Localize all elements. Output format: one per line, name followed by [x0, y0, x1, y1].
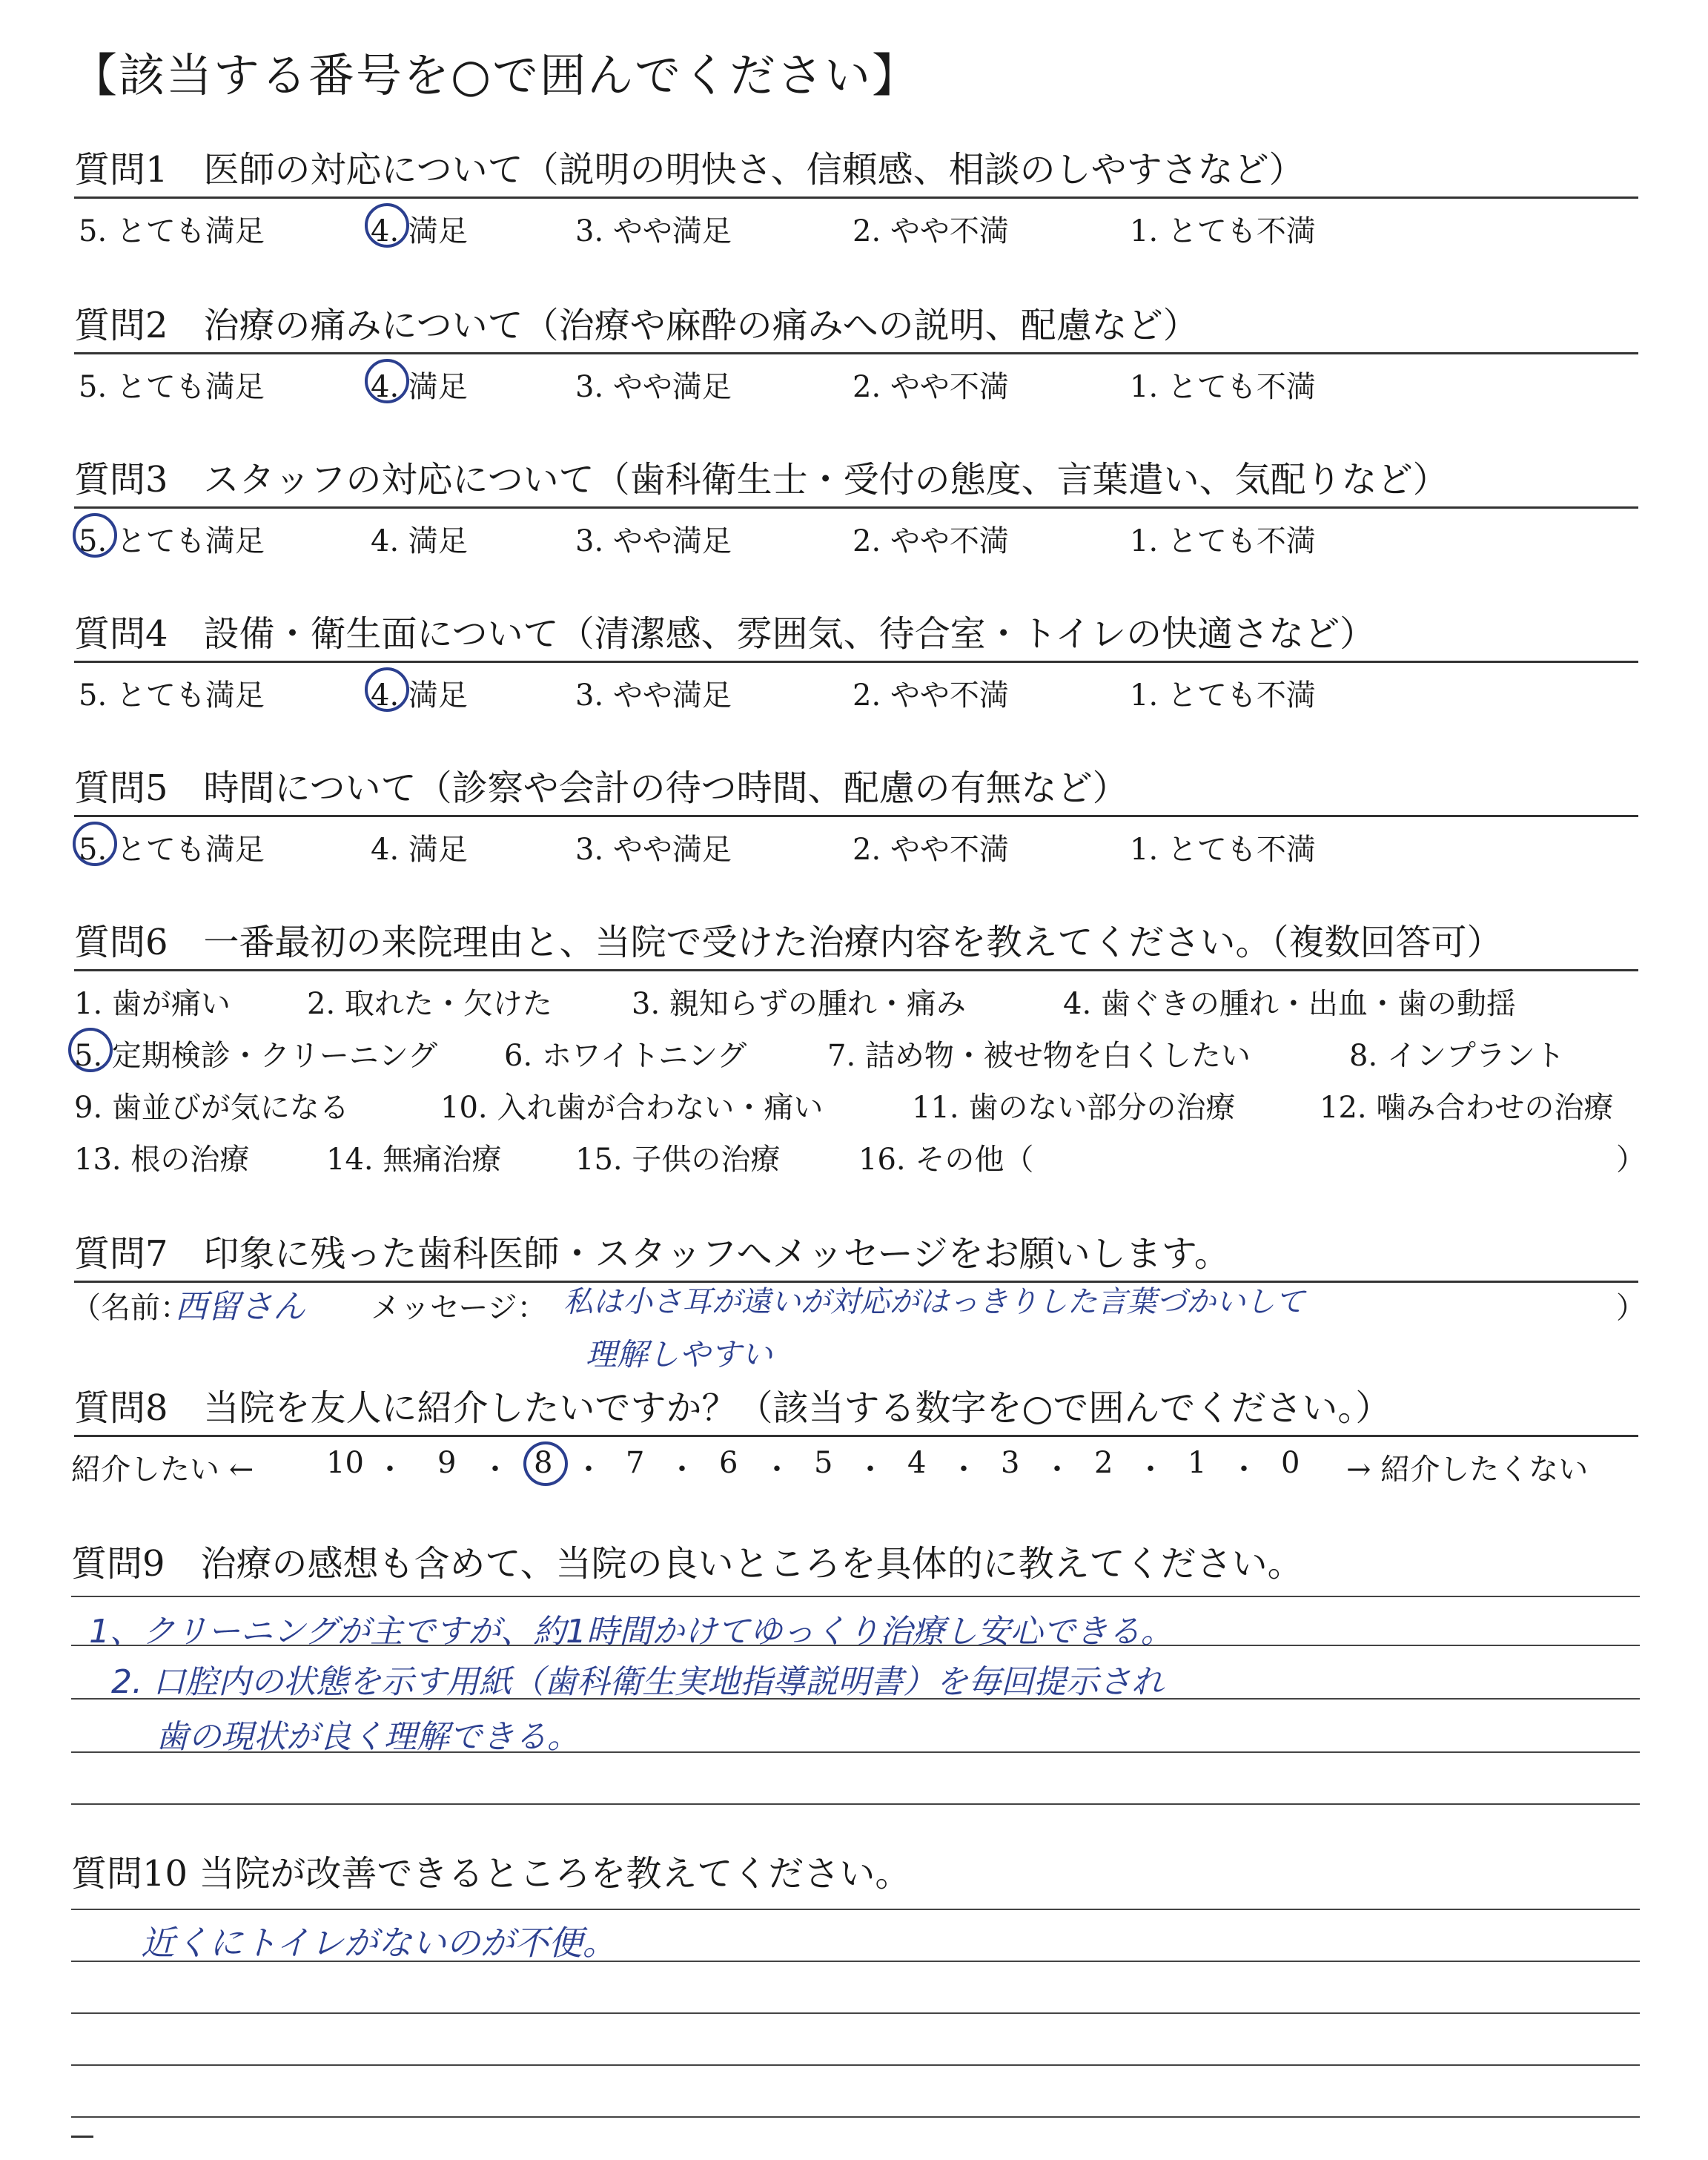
- q6-other-close-paren: ）: [1616, 1143, 1646, 1177]
- q8-scale-1[interactable]: 1: [1188, 1446, 1207, 1480]
- q6-option-6[interactable]: 6. ホワイトニング: [504, 1039, 747, 1073]
- q3-option-4[interactable]: 4. 満足: [371, 524, 468, 558]
- q10-line-5: [71, 2116, 1640, 2118]
- question-5-options: [74, 817, 1638, 869]
- q2-option-3[interactable]: 3. やや満足: [575, 370, 732, 404]
- q6-row-2: [74, 1023, 1638, 1075]
- q6-option-9[interactable]: 9. 歯並びが気になる: [74, 1091, 349, 1125]
- q8-scale: [71, 1437, 1638, 1489]
- question-3: [74, 451, 1638, 561]
- q7-name-label: （名前：: [71, 1291, 190, 1325]
- q10-line-1: [71, 1909, 1640, 1910]
- question-6-heading: 質問6 一番最初の来院理由と、当院で受けた治療内容を教えてください。（複数回答可）: [74, 914, 1638, 971]
- question-3-options: [74, 509, 1638, 561]
- q8-right-label: → 紹介したくない: [1346, 1453, 1589, 1487]
- q1-option-4[interactable]: 4. 満足: [371, 208, 468, 250]
- q8-scale-sep: ・: [574, 1453, 603, 1487]
- q3-option-2[interactable]: 2. やや不満: [853, 524, 1009, 558]
- question-9-heading: 質問9 治療の感想も含めて、当院の良いところを具体的に教えてください。: [71, 1543, 1303, 1585]
- q5-option-1[interactable]: 1. とても不満: [1130, 833, 1316, 867]
- question-5: [74, 759, 1638, 869]
- q6-option-3[interactable]: 3. 親知らずの腫れ・痛み: [632, 987, 966, 1021]
- q2-option-1[interactable]: 1. とても不満: [1130, 370, 1316, 404]
- question-6: [74, 914, 1646, 1179]
- q6-option-14[interactable]: 14. 無痛治療: [326, 1143, 502, 1177]
- q5-option-3[interactable]: 3. やや満足: [575, 833, 732, 867]
- q8-left-label: 紹介したい ←: [71, 1453, 254, 1487]
- q3-option-1[interactable]: 1. とても不満: [1130, 524, 1316, 558]
- q8-scale-sep: ・: [1136, 1453, 1165, 1487]
- q8-scale-sep: ・: [667, 1453, 697, 1487]
- q6-option-16[interactable]: 16. その他（: [858, 1143, 1034, 1177]
- question-1: [74, 141, 1638, 251]
- q8-scale-sep: ・: [855, 1453, 885, 1487]
- q4-option-1[interactable]: 1. とても不満: [1130, 678, 1316, 713]
- q6-option-1[interactable]: 1. 歯が痛い: [74, 987, 231, 1021]
- q2-option-2[interactable]: 2. やや不満: [853, 370, 1009, 404]
- q6-option-10[interactable]: 10. 入れ歯が合わない・痛い: [440, 1091, 824, 1125]
- q8-scale-6[interactable]: 6: [719, 1446, 738, 1480]
- q4-option-5[interactable]: 5. とても満足: [79, 678, 265, 713]
- q3-option-3[interactable]: 3. やや満足: [575, 524, 732, 558]
- q6-row-4: [74, 1127, 1646, 1179]
- cutoff-mark: [71, 2136, 93, 2153]
- q8-scale-8[interactable]: 8: [534, 1446, 552, 1480]
- q9-answer-line-2[interactable]: 2. 口腔内の状態を示す用紙（歯科衛生実地指導説明書）を毎回提示され: [111, 1663, 1164, 1701]
- question-1-options: [74, 199, 1638, 251]
- q7-message-line-2[interactable]: 理解しやすい: [586, 1336, 773, 1373]
- question-4: [74, 605, 1638, 715]
- q9-line-1: [71, 1596, 1640, 1597]
- q8-scale-sep: ・: [375, 1453, 405, 1487]
- q4-option-3[interactable]: 3. やや満足: [575, 678, 732, 713]
- q10-line-4: [71, 2064, 1640, 2066]
- q8-scale-10[interactable]: 10: [326, 1446, 364, 1480]
- q10-line-3: [71, 2012, 1640, 2014]
- q8-scale-2[interactable]: 2: [1094, 1446, 1113, 1480]
- question-2-options: [74, 354, 1638, 406]
- q8-scale-4[interactable]: 4: [907, 1446, 927, 1480]
- q6-row-3: [74, 1075, 1638, 1127]
- question-3-heading: 質問3 スタッフの対応について（歯科衛生士・受付の態度、言葉遣い、気配りなど）: [74, 451, 1638, 509]
- question-1-heading: 質問1 医師の対応について（説明の明快さ、信頼感、相談のしやすさなど）: [74, 141, 1638, 199]
- q6-option-11[interactable]: 11. 歯のない部分の治療: [912, 1091, 1236, 1125]
- q6-option-5[interactable]: 5. 定期検診・クリーニング: [74, 1032, 437, 1074]
- q3-option-5[interactable]: 5. とても満足: [79, 518, 265, 560]
- q8-scale-sep: ・: [762, 1453, 792, 1487]
- q6-option-8[interactable]: 8. インプラント: [1349, 1039, 1565, 1073]
- question-5-heading: 質問5 時間について（診察や会計の待つ時間、配慮の有無など）: [74, 759, 1638, 817]
- q6-option-2[interactable]: 2. 取れた・欠けた: [307, 987, 552, 1021]
- q8-scale-0[interactable]: 0: [1281, 1446, 1300, 1480]
- q8-scale-5[interactable]: 5: [814, 1446, 833, 1480]
- q8-scale-3[interactable]: 3: [1001, 1446, 1020, 1480]
- q7-message-label: メッセージ：: [371, 1291, 547, 1325]
- q10-answer-line-1[interactable]: 近くにトイレがないのが不便。: [141, 1923, 617, 1963]
- q1-option-3[interactable]: 3. やや満足: [575, 214, 732, 248]
- q8-scale-sep: ・: [1229, 1453, 1259, 1487]
- q8-scale-9[interactable]: 9: [437, 1446, 457, 1480]
- q1-option-5[interactable]: 5. とても満足: [79, 214, 265, 248]
- form-title: 【該当する番号を○で囲んでください】: [71, 48, 920, 102]
- question-2: [74, 297, 1638, 406]
- question-7: [74, 1225, 1638, 1283]
- q4-option-2[interactable]: 2. やや不満: [853, 678, 1009, 713]
- q7-name-value[interactable]: 西留さん: [175, 1288, 305, 1326]
- question-8-heading: 質問8 当院を友人に紹介したいですか？（該当する数字を○で囲んでください。）: [74, 1379, 1638, 1437]
- q1-option-1[interactable]: 1. とても不満: [1130, 214, 1316, 248]
- q8-scale-7[interactable]: 7: [626, 1446, 645, 1480]
- q6-option-15[interactable]: 15. 子供の治療: [575, 1143, 781, 1177]
- q5-option-4[interactable]: 4. 満足: [371, 833, 468, 867]
- q9-line-5: [71, 1803, 1640, 1805]
- q9-answer-line-1[interactable]: 1、クリーニングが主ですが、約1時間かけてゆっくり治療し安心できる。: [89, 1613, 1174, 1651]
- q6-option-12[interactable]: 12. 噛み合わせの治療: [1320, 1091, 1614, 1125]
- question-8: [71, 1379, 1638, 1489]
- q7-close-paren: ）: [1616, 1291, 1646, 1325]
- q8-scale-sep: ・: [949, 1453, 979, 1487]
- question-4-heading: 質問4 設備・衛生面について（清潔感、雰囲気、待合室・トイレの快適さなど）: [74, 605, 1638, 663]
- question-4-options: [74, 663, 1638, 715]
- q2-option-4[interactable]: 4. 満足: [371, 363, 468, 406]
- q6-option-7[interactable]: 7. 詰め物・被せ物を白くしたい: [827, 1039, 1251, 1073]
- q8-scale-sep: ・: [1042, 1453, 1072, 1487]
- q1-option-2[interactable]: 2. やや不満: [853, 214, 1009, 248]
- q5-option-5[interactable]: 5. とても満足: [79, 826, 265, 868]
- q7-message-line-1[interactable]: 私は小さ耳が遠いが対応がはっきりした言葉づかいして: [563, 1285, 1305, 1319]
- question-10-heading: 質問10 当院が改善できるところを教えてください。: [71, 1853, 911, 1895]
- q8-scale-sep: ・: [480, 1453, 510, 1487]
- question-2-heading: 質問2 治療の痛みについて（治療や麻酔の痛みへの説明、配慮など）: [74, 297, 1638, 354]
- q9-answer-line-3[interactable]: 歯の現状が良く理解できる。: [156, 1718, 580, 1756]
- q6-option-13[interactable]: 13. 根の治療: [74, 1143, 250, 1177]
- q6-option-4[interactable]: 4. 歯ぐきの腫れ・出血・歯の動揺: [1063, 987, 1516, 1021]
- question-7-heading: 質問7 印象に残った歯科医師・スタッフへメッセージをお願いします。: [74, 1225, 1638, 1283]
- q5-option-2[interactable]: 2. やや不満: [853, 833, 1009, 867]
- q2-option-5[interactable]: 5. とても満足: [79, 370, 265, 404]
- q6-row-1: [74, 971, 1638, 1023]
- q4-option-4[interactable]: 4. 満足: [371, 672, 468, 714]
